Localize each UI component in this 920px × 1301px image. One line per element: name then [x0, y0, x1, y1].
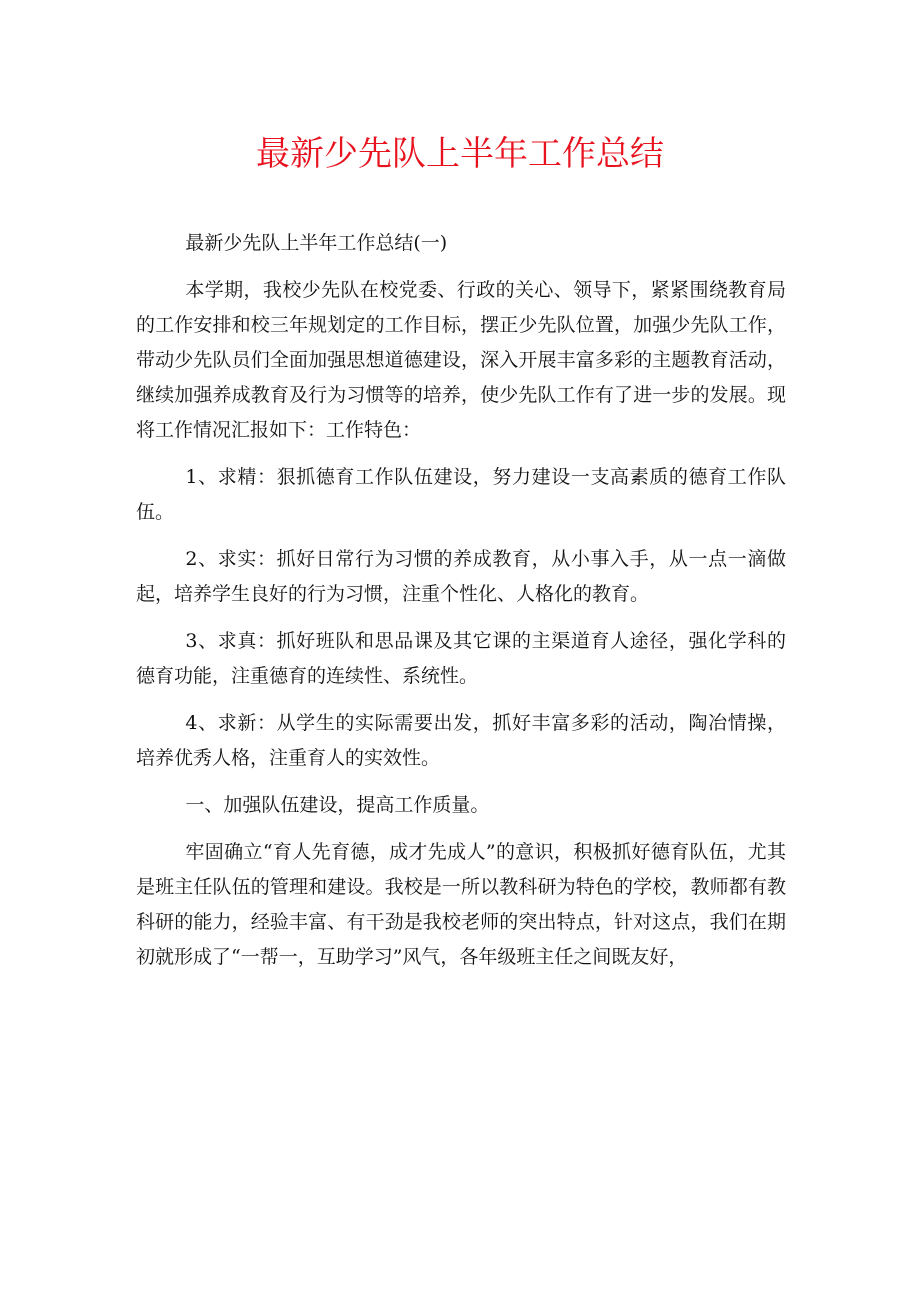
- subtitle-paragraph: 最新少先队上半年工作总结(一): [185, 232, 448, 254]
- section-heading-1: 一、加强队伍建设，提高工作质量。: [185, 794, 490, 816]
- feature-item-2: 2、求实：抓好日常行为习惯的养成教育，从小事入手，从一点一滴做起，培养学生良好的行为习惯，注重个性化、人格化的教育。: [136, 548, 786, 605]
- document-body: [136, 226, 786, 987]
- intro-paragraph: 本学期，我校少先队在校党委、行政的关心、领导下，紧紧围绕教育局的工作安排和校三年规划定的工作目标，摆正少先队位置，加强少先队工作，带动少先队员们全面加强思想道德建设，深入开展丰富多彩的主题教育活动，继续加强养成教育及行为习惯等的培养，使少先队工作有了进一步的发展。现将工作情况汇报如下：工作特色：: [136, 279, 786, 441]
- feature-item-3: 3、求真：抓好班队和思品课及其它课的主渠道育人途径，强化学科的德育功能，注重德育的连续性、系统性。: [136, 630, 786, 687]
- feature-item-4: 4、求新：从学生的实际需要出发，抓好丰富多彩的活动，陶冶情操，培养优秀人格，注重育人的实效性。: [136, 712, 786, 769]
- document-title: 最新少先队上半年工作总结: [256, 134, 664, 174]
- feature-item-1: 1、求精：狠抓德育工作队伍建设，努力建设一支高素质的德育工作队伍。: [136, 466, 786, 523]
- section-1-paragraph: 牢固确立“育人先育德，成才先成人”的意识，积极抓好德育队伍，尤其是班主任队伍的管理和建设。我校是一所以教科研为特色的学校，教师都有教科研的能力，经验丰富、有干劲是我校老师的突出特点，针对这点，我们在期初就形成了“一帮一，互助学习”风气，各年级班主任之间既友好，: [136, 841, 786, 968]
